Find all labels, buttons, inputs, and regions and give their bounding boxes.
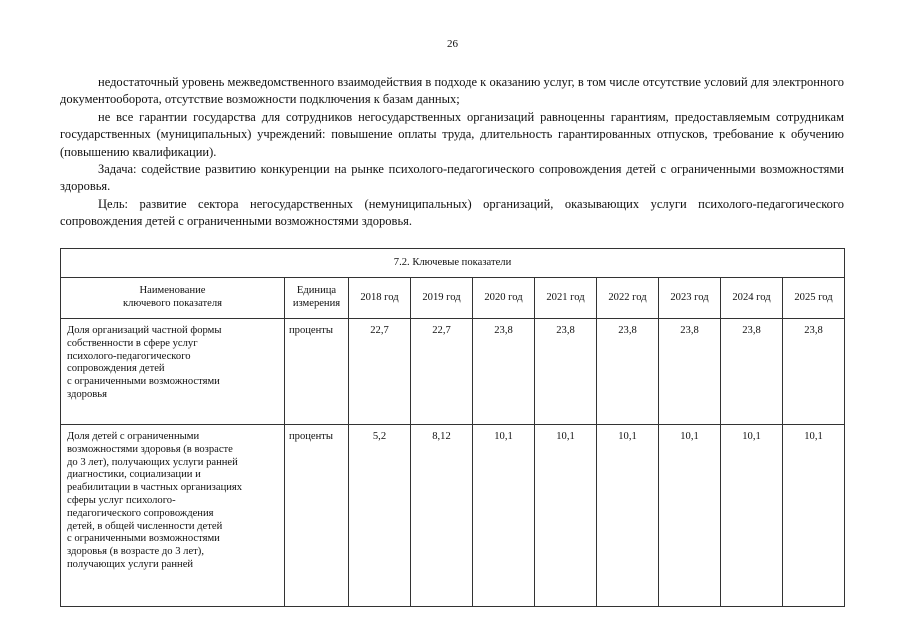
header-name-line: Наименование [139,285,206,297]
header-unit [285,278,349,319]
body-text [60,74,844,231]
paragraph-task: Задача: содействие развитию конкуренции на рынке психолого-педагогического сопровождения детей с ограниченными возможностями здоровья. [60,162,844,194]
indicator-value: 10,1 [597,425,659,607]
paragraph-1: недостаточный уровень межведомственного взаимодействия в подходе к оказанию услуг, в том числе отсутствие условий для электронного документооборота, отсутствие возможности подключения к базам данных; [60,75,844,107]
indicator-value: 10,1 [783,425,845,607]
header-indicator-name [61,278,285,319]
indicator-name-line: педагогического сопровождения [67,507,214,519]
indicator-name-line: детей, в общей численности детей [67,520,223,532]
header-year: 2020 год [473,278,535,319]
indicator-name-line: получающих услуги ранней [67,558,194,570]
indicator-name-line: реабилитации в частных организациях [67,482,243,494]
header-year: 2019 год [411,278,473,319]
indicator-name-line: возможностями здоровья (в возрасте [67,443,233,455]
indicator-value: 23,8 [535,319,597,425]
indicator-name-line: здоровья [67,388,107,400]
header-unit-line: Единица [296,285,337,297]
indicator-value: 10,1 [659,425,721,607]
indicator-value: 10,1 [721,425,783,607]
indicator-value: 5,2 [349,425,411,607]
indicator-value: 10,1 [535,425,597,607]
indicator-value: 22,7 [349,319,411,425]
indicator-name-line: психолого-педагогического [67,350,191,362]
paragraph-goal: Цель: развитие сектора негосударственных (немуниципальных) организаций, оказывающих услуги психолого-педагогического сопровождения детей с ограниченными возможностями здоровья. [60,196,844,229]
header-year: 2021 год [535,278,597,319]
table-header-row [61,278,845,319]
header-name-line: ключевого показателя [123,298,222,309]
indicator-name [61,319,285,425]
indicator-unit: проценты [285,319,349,425]
indicator-name-line: с ограниченными возможностями [67,376,220,388]
indicator-name-line: собственности в сфере услуг [67,337,198,349]
indicator-unit: проценты [285,425,349,607]
table-caption: 7.2. Ключевые показатели [61,249,845,278]
page-number: 26 [447,38,458,50]
indicator-value: 23,8 [597,319,659,425]
table-row [61,425,845,607]
indicator-value: 23,8 [721,319,783,425]
indicator-name [61,425,285,607]
table-row [61,319,845,425]
indicator-name-line: Доля организаций частной формы [67,325,222,336]
header-year: 2024 год [721,278,783,319]
indicator-name-line: до 3 лет), получающих услуги ранней [67,456,238,468]
indicator-name-line: сферы услуг психолого- [67,494,176,506]
indicator-name-line: здоровья (в возрасте до 3 лет), [67,546,204,558]
indicator-value: 22,7 [411,319,473,425]
indicator-name-line: диагностики, социализации и [67,469,201,481]
indicator-name-line: сопровождения детей [67,363,165,375]
key-indicators-table [60,248,845,607]
indicator-value: 23,8 [473,319,535,425]
header-unit-line: измерения [292,298,341,309]
header-year: 2018 год [349,278,411,319]
indicator-name-line: Доля детей с ограниченными [67,431,200,442]
header-year: 2023 год [659,278,721,319]
paragraph-2: не все гарантии государства для сотрудников негосударственных организаций равноценны гарантиям, предоставляемым сотрудникам государственных (муниципальных) учреждений: повышение оплаты труда, длительность гарантированных отпусков, требование к обучению (повышению квалификации). [60,109,844,159]
header-year: 2022 год [597,278,659,319]
indicator-name-line: с ограниченными возможностями [67,533,220,545]
indicator-value: 8,12 [411,425,473,607]
indicator-value: 23,8 [659,319,721,425]
indicator-value: 23,8 [783,319,845,425]
indicator-value: 10,1 [473,425,535,607]
header-year: 2025 год [783,278,845,319]
